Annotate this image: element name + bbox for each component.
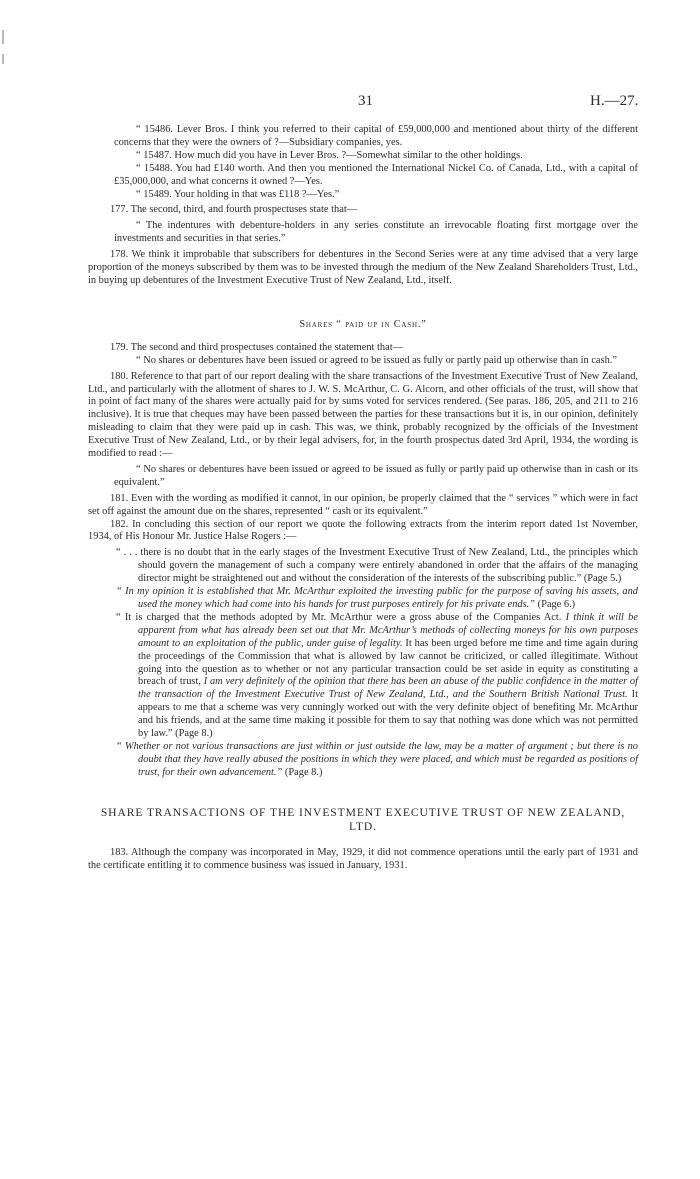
evidence-text: Lever Bros. I think you referred to their capital of £59,000,000 and mentioned about thirty of the different concerns that they were the owners of ?—Subsidiary companies, yes.: [114, 124, 638, 148]
question-number: “ 15486.: [136, 124, 173, 135]
extract-3-part-a: “ It is charged that the methods adopted by Mr. McArthur were a gross abuse of the Companies Act.: [116, 611, 566, 623]
evidence-text: How much did you have in Lever Bros. ?—Somewhat similar to the other holdings.: [174, 149, 523, 161]
section-heading-shares-paid-up: Shares “ paid up in Cash.”: [299, 318, 427, 330]
evidence-item: [114, 189, 638, 202]
extract-2: [116, 586, 638, 612]
quote-177: “ The indentures with debenture-holders in any series constitute an irrevocable floating first mortgage over the investments and securities in that series.”: [114, 220, 638, 245]
evidence-block: [114, 124, 638, 201]
evidence-item: [114, 163, 638, 189]
page-body: [88, 124, 638, 873]
extract-2-italic: “ In my opinion it is established that Mr. McArthur exploited the investing public for the purpose of saving his assets, and used the money which had come into his hands for trust purposes entirely for his private ends.”: [116, 586, 638, 610]
extract-2-page: (Page 6.): [535, 599, 576, 610]
evidence-item: [114, 150, 638, 163]
extract-4: [116, 741, 638, 780]
question-number: “ 15488.: [136, 162, 173, 174]
paragraph-183: 183. Although the company was incorporated in May, 1929, it did not commence operations until the early part of 1931 and the certificate entitling it to commence business was issued in January, 1931.: [88, 846, 638, 871]
extract-3-part-b: I think it will be apparent from what has already been set out that Mr. McArthur’s methods of collecting moneys for his own purposes amount to an exploitation of the public, under guise of legality.: [138, 611, 638, 649]
evidence-text: You had £140 worth. And then you mentioned the International Nickel Co. of Canada, Ltd., with a capital of £35,000,000, and what concerns it owned ?—Yes.: [114, 162, 638, 187]
page-header: [0, 93, 700, 113]
paragraph-182: 182. In concluding this section of our report we quote the following extracts from the interim report dated 1st November, 1934, of His Honour Mr. Justice Halse Rogers :—: [88, 518, 638, 543]
extract-3-part-e: It appears to me that a scheme was very cunningly worked out with the very definite object of benefiting Mr. McArthur and his friends, and at the same time making it possible for them to say that nothing was done which was not permitted by law.” (Page 8.): [138, 689, 638, 740]
paragraph-179: 179. The second and third prospectuses contained the statement that—: [110, 341, 403, 353]
section-heading-share-transactions: SHARE TRANSACTIONS OF THE INVESTMENT EXECUTIVE TRUST OF NEW ZEALAND, LTD.: [100, 805, 626, 833]
extract-4-page: (Page 8.): [282, 766, 323, 778]
scan-edge-mark: [2, 30, 4, 44]
scan-edge-mark: [2, 54, 4, 64]
question-number: “ 15489.: [136, 188, 172, 200]
paragraph-178: 178. We think it improbable that subscribers for debentures in the Second Series were at any time advised that a very large proportion of the moneys subscribed by them was to be invested through the medium of the New Zealand Shareholders Trust, Ltd., in buying up debentures of the Investment Executive Trust of New Zealand, Ltd., itself.: [88, 249, 638, 286]
page-number: 31: [358, 93, 373, 109]
extract-3: [116, 612, 638, 741]
evidence-item: [114, 124, 638, 150]
extract-1: “ . . . there is no doubt that in the early stages of the Investment Executive Trust of New Zealand, Ltd., the principles which should govern the management of such a company were entirely abandoned in order that the affairs of the managing director might be straightened out and without the consideration of the interests of the subscribing public.” (Page 5.): [116, 547, 638, 585]
paragraph-181: 181. Even with the wording as modified it cannot, in our opinion, be properly claimed that the “ services ” which were in fact set off against the amount due on the shares, represented “ cash or its equivalent.”: [88, 492, 638, 517]
quote-179: “ No shares or debentures have been issued or agreed to be issued as fully or partly paid up otherwise than in cash.”: [136, 354, 617, 366]
document-reference: H.—27.: [590, 93, 639, 109]
evidence-text: Your holding in that was £118 ?—Yes.”: [174, 188, 340, 200]
extract-4-italic: “ Whether or not various transactions are just within or just outside the law, may be a matter of argument ; but there is no doubt that they have really abused the positions in which they were placed, and which must be regarded as positions of trust, for their own advancement.”: [116, 740, 638, 778]
paragraph-177: 177. The second, third, and fourth prospectuses state that—: [110, 204, 358, 216]
paragraph-180: 180. Reference to that part of our report dealing with the share transactions of the Investment Executive Trust of New Zealand, Ltd., and particularly with the allotment of shares to J. W. S. McArthur, C. G. Alcorn, and other officials of the trust, will show that in point of fact many of the shares were actually paid for by sums voted for services rendered. (See paras. 186, 205, and 211 to 216 inclusive). It is true that cheques may have been passed between the parties for these transactions but it is, in our opinion, definitely misleading to claim that they were paid up in cash. This was, we think, probably recognized by the officials of the Investment Executive Trust of New Zealand, Ltd., or by their legal advisers, for, in the fourth prospectus dated 3rd April, 1934, the wording is modified to read :—: [88, 370, 638, 460]
extract-3-part-d: I am very definitely of the opinion that there has been an abuse of the public confidence in the matter of the transaction of the Investment Executive Trust of New Zealand, Ltd., and the Southern British National Trust.: [138, 676, 638, 701]
extract-3-part-c: It has been urged before me time and time again during the proceedings of the Commission that what is allowed by law cannot be criticized, or called illegitimate. Without going into the question as to whether or not any particular transaction could be set aside in equity as constituting a breach of trust,: [138, 637, 639, 688]
quote-180: “ No shares or debentures have been issued or agreed to be issued as fully or partly paid up otherwise than in cash or its equivalent.”: [114, 463, 638, 488]
question-number: “ 15487.: [136, 149, 172, 161]
